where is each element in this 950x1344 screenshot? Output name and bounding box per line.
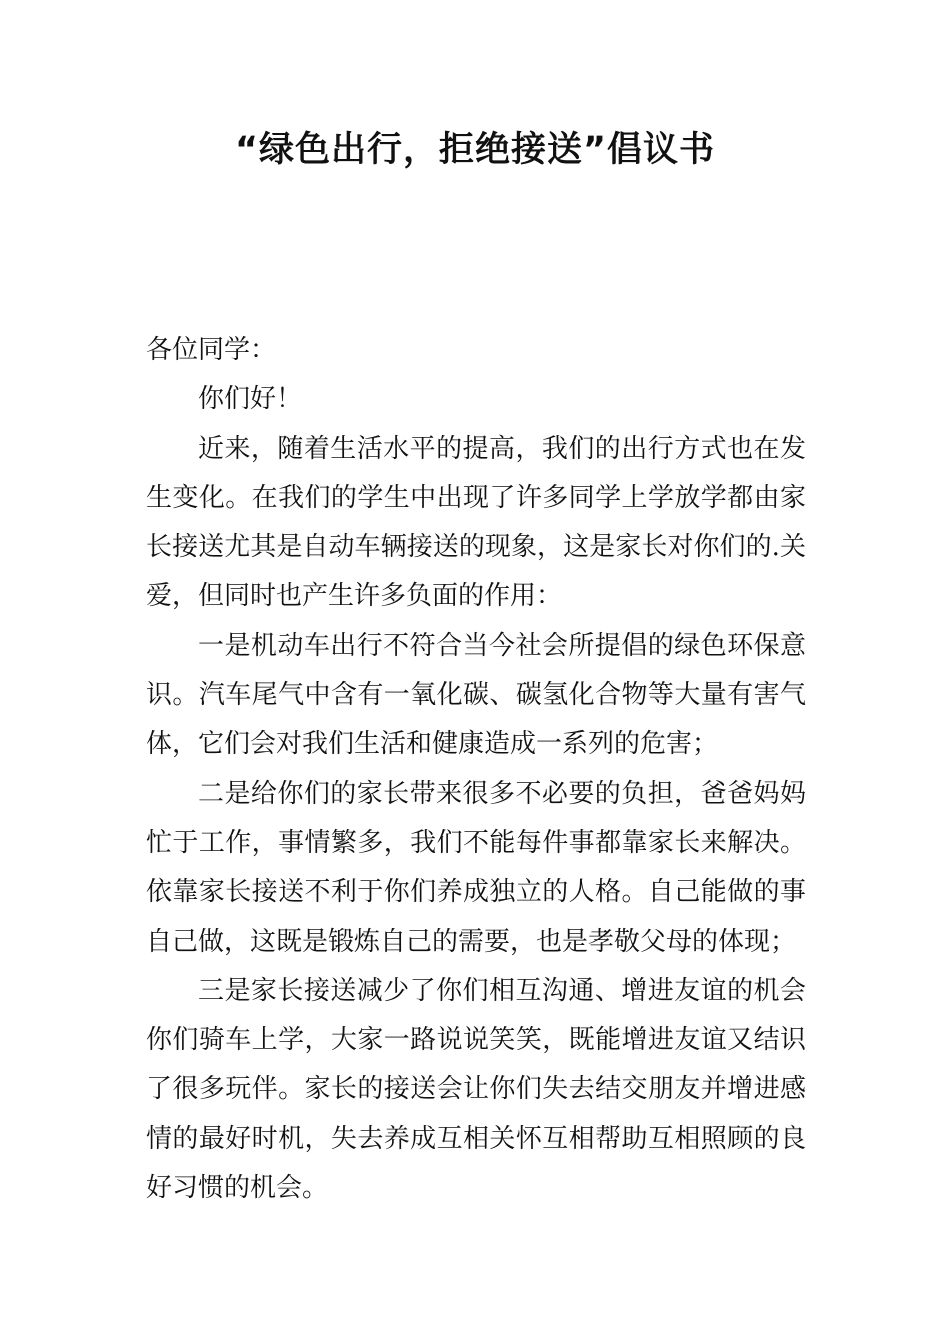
paragraph-point-two: 二是给你们的家长带来很多不必要的负担，爸爸妈妈忙于工作，事情繁多，我们不能每件事都靠家长来解决。依靠家长接送不利于你们养成独立的人格。自己能做的事自己做，这既是锻炼自己的需要，也是孝敬父母的体现；: [146, 778, 806, 957]
greeting: 你们好！: [198, 384, 303, 415]
salutation: 各位同学：: [146, 335, 277, 365]
paragraph-point-one: 一是机动车出行不符合当今社会所提倡的绿色环保意识。汽车尾气中含有一氧化碳、碳氢化合物等大量有害气体，它们会对我们生活和健康造成一系列的危害；: [146, 630, 806, 760]
paragraph-point-three: 三是家长接送减少了你们相互沟通、增进友谊的机会你们骑车上学，大家一路说说笑笑，既能增进友谊又结识了很多玩伴。家长的接送会让你们失去结交朋友并增进感情的最好时机，失去养成互相关怀互相帮助互相照顾的良好习惯的机会。: [146, 975, 806, 1204]
paragraph-intro: 近来，随着生活水平的提高，我们的出行方式也在发生变化。在我们的学生中出现了许多同学上学放学都由家长接送尤其是自动车辆接送的现象，这是家长对你们的.关爱，但同时也产生许多负面的作用：: [146, 433, 806, 612]
document-body: [146, 326, 806, 1213]
document-title: “绿色出行，拒绝接送”倡议书: [234, 130, 715, 170]
